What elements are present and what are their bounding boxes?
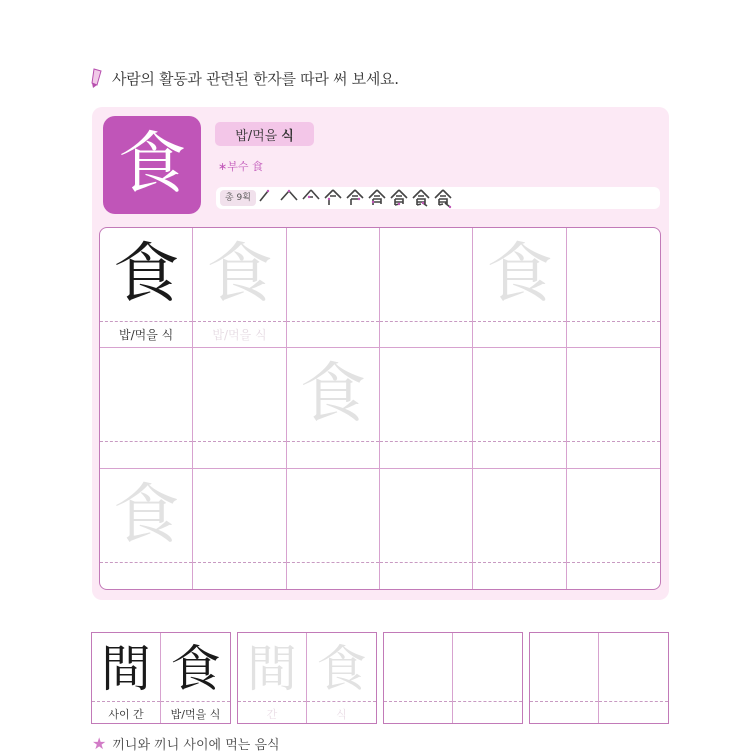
practice-cell[interactable] [473,228,566,348]
stroke-sequence [256,187,454,209]
word-cell[interactable] [453,633,522,723]
practice-cell[interactable] [567,469,660,589]
practice-cell[interactable] [193,469,286,589]
practice-cell[interactable] [567,228,660,348]
word-character-2: 食 [170,640,221,698]
word-cell[interactable] [161,633,230,723]
word-cell[interactable] [92,633,161,723]
meaning-badge [215,122,314,146]
practice-cell[interactable] [380,469,473,589]
word-character-1: 間 [101,640,151,698]
practice-cell[interactable] [100,228,193,348]
word-cell[interactable] [307,633,376,723]
practice-cell[interactable] [193,348,286,468]
trace-label: 밥/먹을 식 [212,328,267,342]
instruction-text: 사람의 활동과 관련된 한자를 따라 써 보세요. [112,69,399,88]
word-cell[interactable] [384,633,453,723]
word-blank-box [383,632,523,724]
word-cell[interactable] [530,633,599,723]
trace-character: 食 [299,355,366,433]
word-cell[interactable] [599,633,668,723]
stroke-order-bar [216,187,660,209]
trace-character: 食 [486,235,553,312]
radical-label: ∗부수 食 [218,160,263,173]
stroke-step-3 [300,187,322,209]
word-trace-box [237,632,377,724]
instruction-row [90,64,399,92]
stroke-step-2 [278,187,300,209]
practice-cell[interactable] [193,228,286,348]
word-trace-label-1: 간 [266,708,278,721]
stroke-step-6 [366,187,388,209]
meaning-text: 밥/먹을 [235,128,278,144]
trace-character: 食 [113,475,180,553]
trace-character: 食 [206,235,273,312]
practice-cell[interactable] [100,348,193,468]
stroke-step-4 [322,187,344,209]
star-icon: ★ [92,733,107,753]
stroke-step-1 [256,187,278,209]
practice-cell[interactable] [380,348,473,468]
stroke-step-9 [432,187,454,209]
word-definition-text: 끼니와 끼니 사이에 먹는 음식 [112,738,280,753]
word-trace-character-1: 間 [247,640,297,698]
word-trace-label-2: 식 [336,708,347,721]
stroke-step-5 [344,187,366,209]
stroke-count-badge: 총 9획 [220,190,256,206]
hanja-character-tile: 食 [103,116,201,214]
practice-cell[interactable] [287,228,380,348]
word-cell[interactable] [238,633,307,723]
practice-cell[interactable] [287,469,380,589]
writing-practice-grid [99,227,661,590]
practice-cell[interactable] [473,348,566,468]
word-label-2: 밥/먹을 식 [170,708,221,721]
word-blank-box [529,632,669,724]
model-label: 밥/먹을 식 [119,328,174,342]
stroke-step-8 [410,187,432,209]
model-character: 食 [113,235,180,312]
word-definition [92,734,280,753]
practice-cell[interactable] [100,469,193,589]
stroke-step-7 [388,187,410,209]
pencil-icon [90,67,104,89]
word-model-box [91,632,231,724]
word-label-1: 사이 간 [108,708,144,721]
word-trace-character-2: 食 [316,640,367,698]
practice-cell[interactable] [287,348,380,468]
practice-cell[interactable] [567,348,660,468]
practice-cell[interactable] [380,228,473,348]
sound-text: 식 [281,128,294,144]
practice-cell[interactable] [473,469,566,589]
